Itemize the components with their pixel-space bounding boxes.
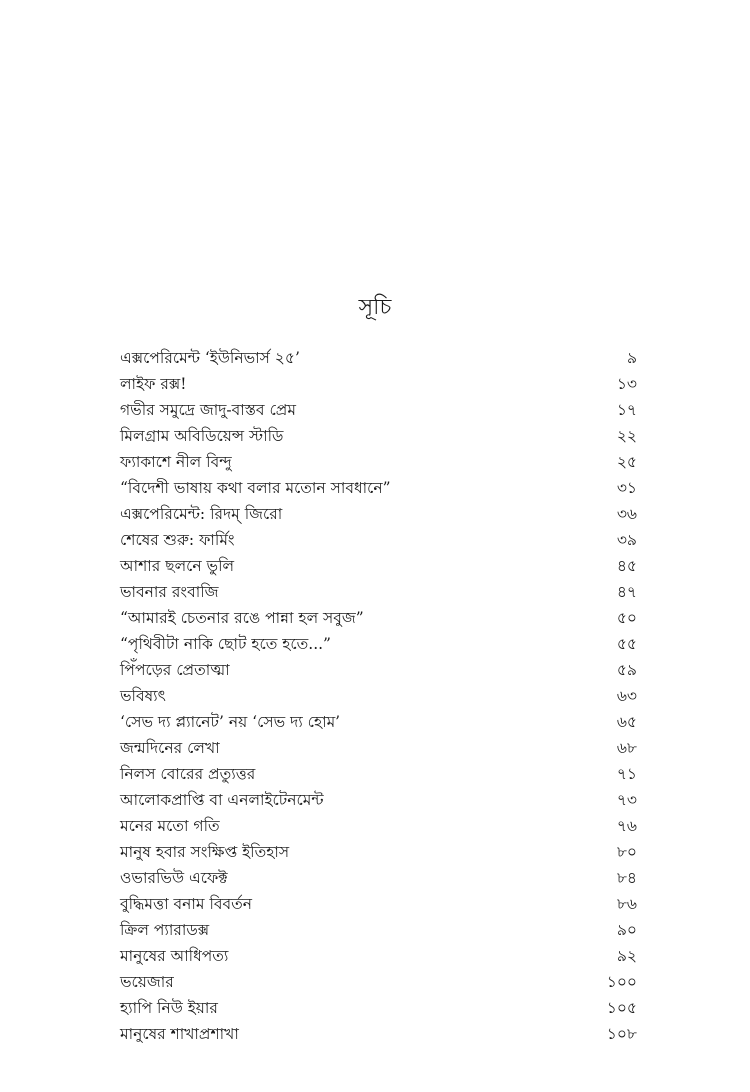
toc-entry-title: মানুষ হবার সংক্ষিপ্ত ইতিহাস — [120, 843, 290, 861]
toc-entry — [120, 449, 637, 475]
toc-entry-title: লাইফ রক্স! — [120, 375, 187, 393]
toc-entry-page: ৯ — [626, 349, 637, 367]
toc-entry — [120, 735, 637, 761]
toc-entry-page: ৫৫ — [616, 635, 637, 653]
toc-entry — [120, 709, 637, 735]
toc-entry — [120, 787, 637, 813]
toc-entry — [120, 761, 637, 787]
toc-entry-title: মনের মতো গতি — [120, 817, 220, 835]
toc-entry-title: “পৃথিবীটা নাকি ছোট হতে হতে...” — [120, 635, 331, 653]
toc-entry-page: ১৭ — [616, 401, 637, 419]
toc-entry-title: এক্সপেরিমেন্ট ‘ইউনিভার্স ২৫’ — [120, 349, 300, 367]
toc-entry-title: “বিদেশী ভাষায় কথা বলার মতোন সাবধানে” — [120, 479, 391, 497]
toc-entry-title: মানুষের আধিপত্য — [120, 947, 229, 965]
toc-entry — [120, 683, 637, 709]
toc-entry — [120, 475, 637, 501]
toc-entry-title: ভয়েজার — [120, 973, 174, 991]
toc-entry-title: ভাবনার রংবাজি — [120, 583, 219, 601]
toc-entry-page: ১০৮ — [606, 1025, 637, 1043]
page-title: সূচি — [358, 295, 392, 320]
toc-entry — [120, 839, 637, 865]
table-of-contents — [120, 345, 637, 1047]
toc-entry-title: ক্রিল প্যারাডক্স — [120, 921, 210, 939]
toc-entry-page: ১০৫ — [606, 999, 637, 1017]
toc-entry — [120, 813, 637, 839]
toc-entry-page: ১০০ — [606, 973, 637, 991]
toc-entry-page: ৫৯ — [616, 661, 637, 679]
toc-entry — [120, 579, 637, 605]
toc-entry-page: ৫০ — [616, 609, 637, 627]
toc-entry-page: ৯০ — [616, 921, 637, 939]
toc-entry — [120, 917, 637, 943]
toc-entry-page: ৩৬ — [616, 505, 637, 523]
toc-entry-title: হ্যাপি নিউ ইয়ার — [120, 999, 218, 1017]
toc-entry-page: ৯২ — [616, 947, 637, 965]
toc-entry-page: ৩৯ — [616, 531, 637, 549]
toc-entry-title: পিঁপড়ের প্রেতাত্মা — [120, 661, 230, 679]
toc-entry-title: “আমারই চেতনার রঙে পান্না হল সবুজ” — [120, 609, 364, 627]
toc-entry-page: ৮০ — [616, 843, 637, 861]
toc-entry — [120, 605, 637, 631]
toc-entry-page: ২২ — [616, 427, 637, 445]
toc-entry-page: ৪৫ — [616, 557, 637, 575]
toc-entry-title: নিলস বোরের প্রত্যুত্তর — [120, 765, 256, 783]
toc-entry-page: ২৫ — [616, 453, 637, 471]
toc-entry-page: ৩১ — [616, 479, 637, 497]
toc-entry-title: এক্সপেরিমেন্ট: রিদম্ জিরো — [120, 505, 283, 523]
toc-entry — [120, 527, 637, 553]
toc-entry — [120, 657, 637, 683]
toc-entry-page: ৬৫ — [616, 713, 637, 731]
toc-entry-title: বুদ্ধিমত্তা বনাম বিবর্তন — [120, 895, 253, 913]
toc-entry-title: ‘সেভ দ্য প্ল্যানেট’ নয় ‘সেভ দ্য হোম’ — [120, 713, 341, 731]
toc-entry-title: আলোকপ্রাপ্তি বা এনলাইটেনমেন্ট — [120, 791, 324, 809]
toc-entry-page: ৭৩ — [616, 791, 637, 809]
toc-entry-page: ৭৬ — [616, 817, 637, 835]
toc-entry — [120, 995, 637, 1021]
toc-entry-title: ওভারভিউ এফেক্ট — [120, 869, 228, 887]
toc-entry — [120, 891, 637, 917]
toc-entry — [120, 553, 637, 579]
toc-entry-title: ভবিষ্যৎ — [120, 687, 166, 705]
toc-entry-page: ৭১ — [616, 765, 637, 783]
toc-entry — [120, 865, 637, 891]
toc-entry-title: জন্মদিনের লেখা — [120, 739, 220, 757]
toc-entry — [120, 345, 637, 371]
toc-entry — [120, 397, 637, 423]
toc-entry — [120, 1021, 637, 1047]
toc-entry-page: ৬৮ — [616, 739, 637, 757]
toc-entry-title: মিলগ্রাম অবিডিয়েন্স স্টাডি — [120, 427, 284, 445]
toc-entry-title: মানুষের শাখাপ্রশাখা — [120, 1025, 239, 1043]
toc-entry — [120, 631, 637, 657]
toc-entry-page: ৮৪ — [616, 869, 637, 887]
toc-entry-title: গভীর সমুদ্রে জাদু-বাস্তব প্রেম — [120, 401, 296, 419]
toc-entry-page: ১৩ — [616, 375, 637, 393]
toc-entry-title: আশার ছলনে ভুলি — [120, 557, 235, 575]
toc-entry — [120, 969, 637, 995]
toc-entry — [120, 423, 637, 449]
toc-entry-page: ৪৭ — [616, 583, 637, 601]
toc-entry-page: ৮৬ — [616, 895, 637, 913]
toc-entry — [120, 371, 637, 397]
toc-entry — [120, 501, 637, 527]
toc-entry-title: ফ্যাকাশে নীল বিন্দু — [120, 453, 232, 471]
toc-entry-page: ৬৩ — [616, 687, 637, 705]
toc-entry — [120, 943, 637, 969]
toc-entry-title: শেষের শুরু: ফার্মিং — [120, 531, 235, 549]
